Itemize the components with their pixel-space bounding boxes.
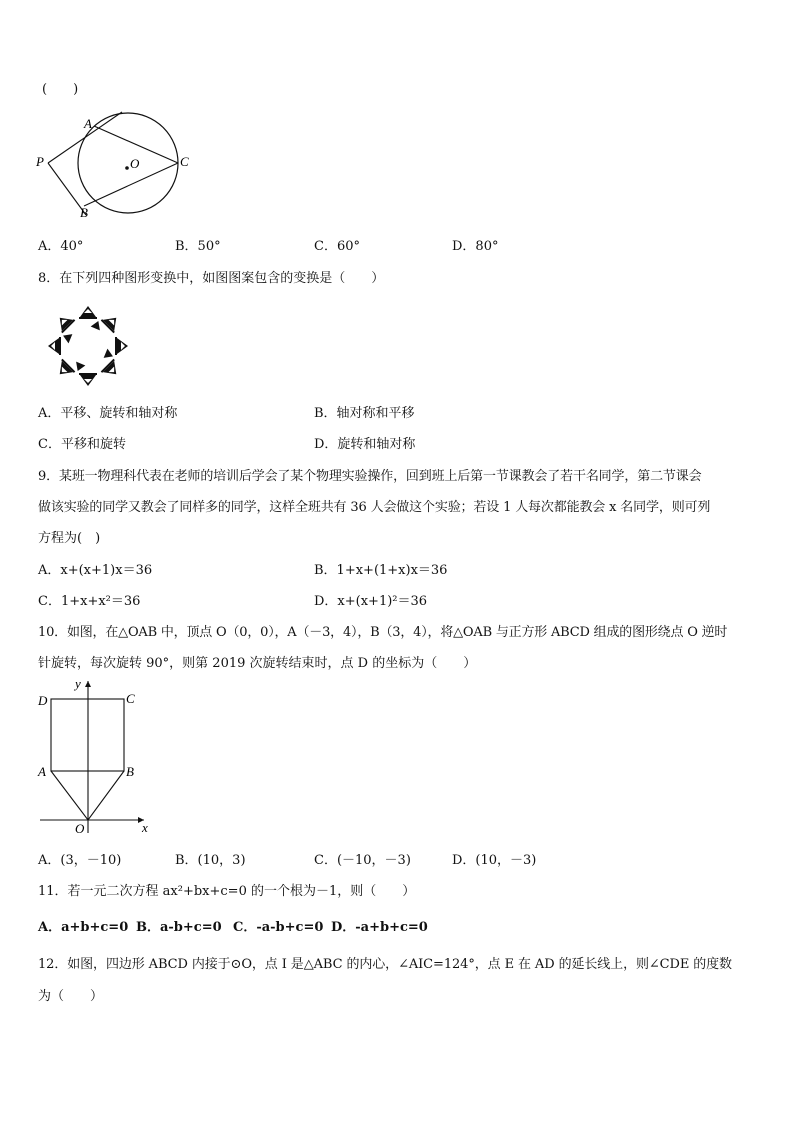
q7-center-dot	[125, 166, 129, 170]
q9-stem-line3: 方程为( )	[38, 531, 101, 546]
q7-option-c: C．60°	[314, 239, 360, 254]
q11-option-d: D．-a+b+c=0	[331, 920, 428, 935]
q9-option-d: D．x+(x+1)²＝36	[314, 594, 428, 609]
q7-option-b: B．50°	[175, 239, 221, 254]
q8-option-d: D．旋转和轴对称	[314, 437, 416, 452]
q7-label-a: A	[84, 116, 92, 131]
q11-option-b: B．a-b+c=0	[136, 920, 222, 935]
q7-label-c: C	[180, 154, 189, 169]
q10-coordinate-figure	[34, 675, 164, 845]
q10-option-b: B．(10，3)	[175, 853, 246, 868]
q8-rotational-pattern-figure	[40, 302, 140, 392]
q8-stem: 8．在下列四种图形变换中，如图图案包含的变换是（ ）	[38, 271, 385, 286]
q7-circle-tangent-figure	[34, 108, 194, 228]
q10-option-a: A．(3，－10)	[38, 853, 122, 868]
q9-option-a: A．x+(x+1)x＝36	[38, 563, 153, 578]
q7-circle	[78, 113, 178, 213]
q9-option-b: B．1+x+(1+x)x＝36	[314, 563, 448, 578]
q10-option-d: D．(10，－3)	[452, 853, 537, 868]
q10-label-a: A	[38, 764, 46, 779]
q7-label-b: B	[80, 205, 88, 220]
q9-stem-line2: 做该实验的同学又教会了同样多的同学，这样全班共有 36 人会做这个实验；若设 1 人每次都能教会 x 名同学，则可列	[38, 500, 711, 515]
q10-label-x: x	[142, 820, 148, 835]
q10-stem-line2: 针旋转，每次旋转 90°，则第 2019 次旋转结束时，点 D 的坐标为（ ）	[38, 656, 477, 671]
q12-stem-line1: 12．如图，四边形 ABCD 内接于⊙O，点 I 是△ABC 的内心，∠AIC=124°，点 E 在 AD 的延长线上，则∠CDE 的度数	[38, 957, 732, 972]
q7-option-d: D．80°	[452, 239, 499, 254]
q7-answer-blank: ( )	[42, 82, 79, 97]
q9-stem-line1: 9．某班一物理科代表在老师的培训后学会了某个物理实验操作，回到班上后第一节课教会了若干名同学，第二节课会	[38, 469, 702, 484]
q10-label-o: O	[75, 821, 85, 836]
q11-stem: 11．若一元二次方程 ax²+bx+c=0 的一个根为－1，则（ ）	[38, 884, 416, 899]
q7-option-a: A．40°	[38, 239, 84, 254]
q12-stem-line2: 为（ ）	[38, 989, 104, 1004]
q8-option-a: A．平移、旋转和轴对称	[38, 406, 178, 421]
q8-pattern-motif-ring	[48, 306, 128, 386]
q10-label-c: C	[126, 691, 135, 706]
q10-label-d: D	[38, 693, 48, 708]
q7-label-p: P	[36, 154, 44, 169]
q8-option-b: B．轴对称和平移	[314, 406, 415, 421]
q10-label-y: y	[75, 676, 81, 691]
q11-option-a: A．a+b+c=0	[38, 920, 129, 935]
q10-label-b: B	[126, 764, 134, 779]
q10-y-axis-arrow	[85, 681, 91, 687]
q7-label-o: O	[130, 156, 140, 171]
q9-option-c: C．1+x+x²＝36	[38, 594, 141, 609]
q10-stem-line1: 10．如图，在△OAB 中，顶点 O（0，0），A（－3，4），B（3，4），将△OAB 与正方形 ABCD 组成的图形绕点 O 逆时	[38, 625, 728, 640]
q10-option-c: C．(－10，－3)	[314, 853, 411, 868]
q11-option-c: C．-a-b+c=0	[233, 920, 324, 935]
q8-option-c: C．平移和旋转	[38, 437, 126, 452]
